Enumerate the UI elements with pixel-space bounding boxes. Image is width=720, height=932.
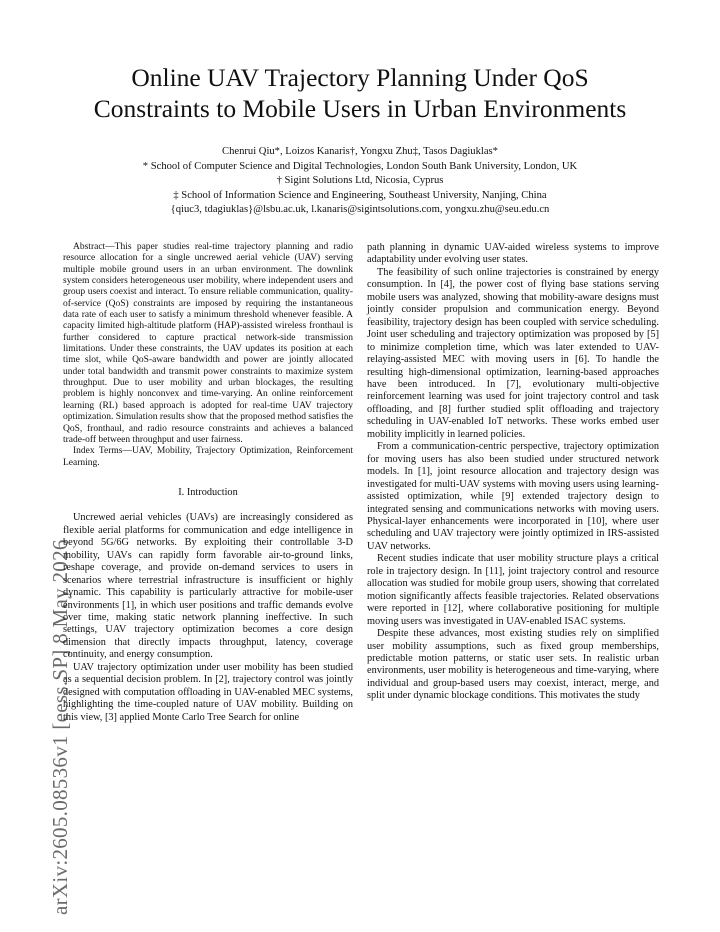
- author-emails: {qiuc3, tdagiuklas}@lsbu.ac.uk, l.kanaris@sigintsolutions.com, yongxu.zhu@seu.edu.cn: [170, 204, 550, 216]
- paragraph: Despite these advances, most existing studies rely on simplified user mobility assumptions, such as fixed group memberships, predictable motion patterns, or static user sets. In realistic urban environments, user mobility is heterogeneous and time-varying, where individual and group-based users may coexist, interact, merge, and split under dynamic blockage conditions. This motivates the study: [367, 628, 659, 702]
- affiliation: ‡ School of Information Science and Engineering, Southeast University, Nanjing, China: [173, 189, 547, 201]
- author-block: [40, 145, 680, 218]
- paragraph: path planning in dynamic UAV-aided wireless systems to improve adaptability under evolving user states.: [367, 242, 659, 266]
- affiliation: * School of Computer Science and Digital Technologies, London South Bank University, London, UK: [142, 160, 578, 172]
- right-column: [367, 242, 659, 703]
- title-line: Constraints to Mobile Users in Urban Environments: [93, 94, 627, 123]
- title-line: Online UAV Trajectory Planning Under QoS: [131, 63, 589, 92]
- index-terms: Index Terms—UAV, Mobility, Trajectory Optimization, Reinforcement Learning.: [63, 446, 353, 468]
- section-heading: I. Introduction: [178, 486, 238, 498]
- arxiv-identifier: arXiv:2605.08536v1 [eess.SP] 8 May 2026: [48, 539, 72, 915]
- paragraph: From a communication-centric perspective, trajectory optimization for moving users has also been studied under structured network models. In [1], joint resource allocation and trajectory design was investigated for multi-UAV systems with moving users using learning-assisted optimization, while [9] extended trajectory design to integrated sensing and communications networks with moving users. Physical-layer enhancements were incorporated in [10], where user scheduling and UAV trajectory were jointly optimized in IRS-assisted UAV networks.: [367, 441, 659, 552]
- paragraph: Uncrewed aerial vehicles (UAVs) are increasingly considered as flexible aerial platforms for communication and edge intelligence in beyond 5G/6G networks. By exploiting their controllable 3-D mobility, UAVs can rapidly form favorable air-to-ground links, reshape coverage, and provide on-demand services to users in scenarios where terrestrial infrastructure is insufficient or highly dynamic. This capability is particularly attractive for mobile-user environments [1], in which user positions and traffic demands evolve over time, making static network planning ineffective. In such settings, UAV trajectory optimization becomes a core design dimension that directly impacts throughput, latency, coverage continuity, and energy consumption.: [63, 512, 353, 661]
- paragraph: UAV trajectory optimization under user mobility has been studied as a sequential decision problem. In [2], trajectory control was jointly designed with computation offloading in UAV-enabled MEC systems, highlighting the time-coupled nature of UAV mobility. Building on this view, [3] applied Monte Carlo Tree Search for online: [63, 661, 353, 723]
- abstract: [63, 242, 353, 469]
- abstract-text: Abstract—This paper studies real-time trajectory planning and radio resource allocation for a single uncrewed aerial vehicle (UAV) serving multiple mobile ground users in an urban environment. The downlink system considers heterogeneous user mobility, where independent users and group users coexist and interact. To ensure reliable communication, quality-of-service (QoS) constraints are imposed by requiring the instantaneous data rate of each user to satisfy a minimum threshold whenever feasible. A capacity limited high-altitude platform (HAP)-assisted wireless fronthaul is further considered to capture practical network-side transmission limitations. Under these constraints, the UAV updates its position at each time slot, while QoS-aware bandwidth and power are jointly allocated under total bandwidth and transmit power constraints to maximize system throughput. Due to user mobility and urban blockages, the resulting problem is highly nonconvex and time-varying. An online reinforcement learning (RL) based approach is adopted for real-time UAV trajectory optimization. Simulation results show that the proposed method satisfies the QoS, fronthaul, and radio resource constraints and achieves a balanced trade-off between throughput and user fairness.: [63, 242, 353, 445]
- paper-title: [40, 62, 680, 124]
- paragraph: The feasibility of such online trajectories is constrained by energy consumption. In [4], the power cost of flying base stations serving mobile users was analyzed, showing that mobility-aware designs must jointly consider propulsion and communication energy. Beyond feasibility, trajectory design has been coupled with service scheduling. Joint user scheduling and trajectory optimization was proposed by [5] to minimize completion time, which was later extended to UAV-relaying-assisted MEC with moving users in [6]. To handle the resulting high-dimensional optimization, learning-based approaches have been introduced. In [7], evolutionary multi-objective reinforcement learning was used for joint trajectory control and task offloading, and [8] further studied split offloading and trajectory scheduling in UAV-enabled IoT networks. These works embed user mobility implicitly in learned policies.: [367, 266, 659, 440]
- author-names: Chenrui Qiu*, Loizos Kanaris†, Yongxu Zhu‡, Tasos Dagiuklas*: [222, 146, 498, 157]
- paragraph: Recent studies indicate that user mobility structure plays a critical role in trajectory design. In [11], joint trajectory control and resource allocation was studied for mobile group users, showing that correlated motion significantly affects feasible trajectories. Related observations were reported in [12], where collaborative positioning for multiple moving users was investigated in UAV-enabled ISAC systems.: [367, 553, 659, 627]
- left-column: [63, 242, 353, 724]
- affiliation: † Sigint Solutions Ltd, Nicosia, Cyprus: [276, 175, 444, 187]
- arxiv-sidebar: [22, 255, 72, 915]
